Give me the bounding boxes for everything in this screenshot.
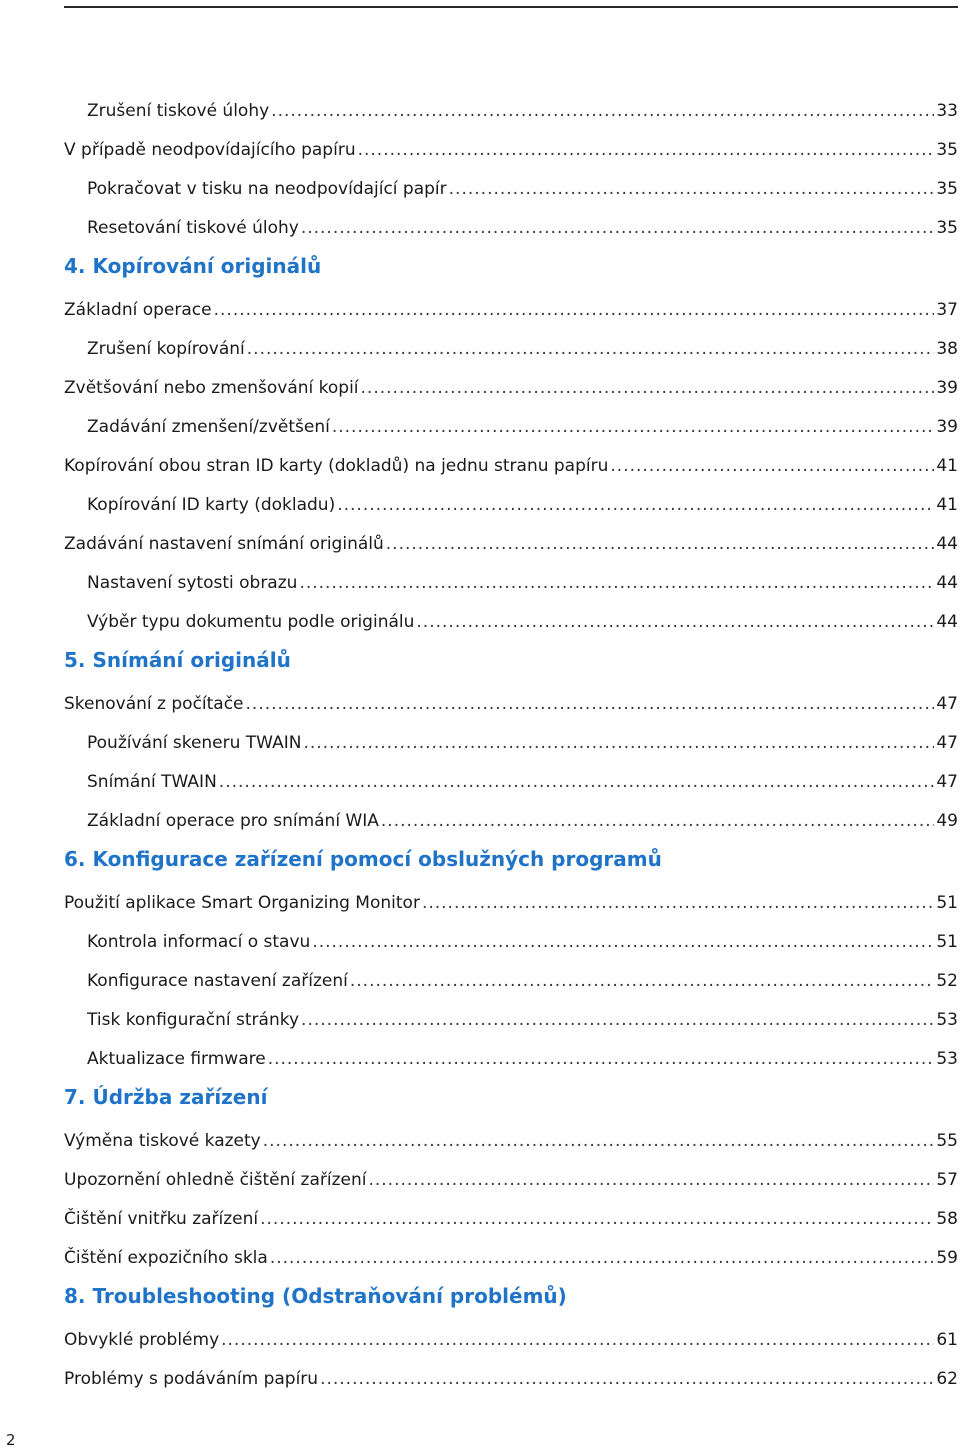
toc-entry-label: Kontrola informací o stavu [87, 932, 311, 952]
toc-entry-page: 52 [936, 971, 958, 991]
dot-leader [332, 411, 935, 443]
toc-entry-page: 55 [936, 1131, 958, 1151]
toc-entry-page: 44 [936, 573, 958, 593]
dot-leader [270, 1242, 935, 1274]
dot-leader [303, 727, 934, 759]
toc-entry[interactable] [64, 1164, 958, 1196]
toc-entry-label: Zadávání zmenšení/zvětšení [87, 417, 330, 437]
toc-entry-label: Čištění expozičního skla [64, 1248, 268, 1268]
toc-entry[interactable] [64, 134, 958, 166]
toc-entry[interactable] [87, 965, 958, 997]
toc-entry-page: 35 [936, 179, 958, 199]
toc-entry-label: Výběr typu dokumentu podle originálu [87, 612, 415, 632]
toc-entry-page: 59 [936, 1248, 958, 1268]
toc-entry-page: 58 [936, 1209, 958, 1229]
dot-leader [214, 294, 935, 326]
toc-entry-page: 62 [936, 1369, 958, 1389]
dot-leader [422, 887, 934, 919]
toc-entry[interactable] [64, 372, 958, 404]
toc-entry-label: Tisk konfigurační stránky [87, 1010, 300, 1030]
toc-entry-label: Zrušení kopírování [87, 339, 245, 359]
toc-entry[interactable] [87, 212, 958, 244]
dot-leader [337, 489, 934, 521]
toc-entry[interactable] [64, 1203, 958, 1235]
toc-entry-page: 41 [936, 495, 958, 515]
toc-entry[interactable] [87, 606, 958, 638]
toc-entry[interactable] [64, 1363, 958, 1395]
chapter-heading[interactable]: 8. Troubleshooting (Odstraňování problémů) [64, 1284, 567, 1308]
toc-entry-label: Resetování tiskové úlohy [87, 218, 299, 238]
toc-entry-page: 37 [936, 300, 958, 320]
chapter-heading[interactable]: 7. Údržba zařízení [64, 1085, 268, 1109]
dot-leader [361, 372, 935, 404]
toc-entry[interactable] [87, 95, 958, 127]
toc-entry-page: 41 [936, 456, 958, 476]
chapter-heading[interactable]: 6. Konfigurace zařízení pomocí obslužných programů [64, 847, 662, 871]
toc-entry-page: 44 [936, 612, 958, 632]
page-number: 2 [6, 1431, 16, 1449]
toc-entry-label: Kopírování ID karty (dokladu) [87, 495, 336, 515]
dot-leader [350, 965, 935, 997]
toc-entry-label: Zrušení tiskové úlohy [87, 101, 270, 121]
dot-leader [386, 528, 935, 560]
toc-entry-label: Pokračovat v tisku na neodpovídající papír [87, 179, 447, 199]
toc-entry-label: Obvyklé problémy [64, 1330, 220, 1350]
dot-leader [416, 606, 934, 638]
toc-entry[interactable] [64, 294, 958, 326]
toc-entry-page: 47 [936, 694, 958, 714]
toc-entry-page: 39 [936, 378, 958, 398]
toc-entry-page: 53 [936, 1010, 958, 1030]
toc-entry-page: 47 [936, 733, 958, 753]
dot-leader [246, 688, 935, 720]
dot-leader [260, 1203, 934, 1235]
toc-entry-page: 35 [936, 218, 958, 238]
toc-entry-page: 35 [936, 140, 958, 160]
dot-leader [381, 805, 934, 837]
dot-leader [263, 1125, 935, 1157]
toc-entry[interactable] [64, 450, 958, 482]
dot-leader [268, 1043, 935, 1075]
toc-entry-page: 57 [936, 1170, 958, 1190]
toc-entry-label: Upozornění ohledně čištění zařízení [64, 1170, 367, 1190]
toc-entry[interactable] [87, 567, 958, 599]
toc-entry[interactable] [87, 1043, 958, 1075]
toc-entry-label: Aktualizace firmware [87, 1049, 266, 1069]
toc-entry-label: Nastavení sytosti obrazu [87, 573, 298, 593]
toc-entry-page: 33 [936, 101, 958, 121]
top-rule [64, 6, 958, 8]
dot-leader [610, 450, 934, 482]
toc-entry[interactable] [87, 926, 958, 958]
toc-entry-label: Použití aplikace Smart Organizing Monitor [64, 893, 420, 913]
dot-leader [449, 173, 935, 205]
chapter-heading[interactable]: 4. Kopírování originálů [64, 254, 322, 278]
toc-entry[interactable] [64, 887, 958, 919]
dot-leader [358, 134, 935, 166]
toc-entry-label: Kopírování obou stran ID karty (dokladů) na jednu stranu papíru [64, 456, 609, 476]
toc-entry-label: Výměna tiskové kazety [64, 1131, 261, 1151]
toc-entry-label: Konfigurace nastavení zařízení [87, 971, 348, 991]
dot-leader [320, 1363, 934, 1395]
toc-entry-page: 47 [936, 772, 958, 792]
toc-entry[interactable] [87, 411, 958, 443]
toc-entry[interactable] [64, 1324, 958, 1356]
toc-entry[interactable] [87, 173, 958, 205]
toc-entry-label: Základní operace pro snímání WIA [87, 811, 379, 831]
dot-leader [301, 212, 935, 244]
toc-entry[interactable] [64, 1242, 958, 1274]
toc-entry[interactable] [87, 727, 958, 759]
toc-entry-label: Snímání TWAIN [87, 772, 217, 792]
toc-entry[interactable] [87, 766, 958, 798]
dot-leader [299, 567, 934, 599]
toc-entry[interactable] [87, 333, 958, 365]
toc-entry-page: 49 [936, 811, 958, 831]
dot-leader [219, 766, 935, 798]
dot-leader [247, 333, 935, 365]
toc-entry[interactable] [64, 1125, 958, 1157]
dot-leader [221, 1324, 934, 1356]
toc-entry[interactable] [87, 805, 958, 837]
toc-entry-label: Skenování z počítače [64, 694, 244, 714]
dot-leader [312, 926, 934, 958]
dot-leader [301, 1004, 934, 1036]
toc-entry-page: 51 [936, 932, 958, 952]
toc-entry-label: Zvětšování nebo zmenšování kopií [64, 378, 359, 398]
dot-leader [271, 95, 934, 127]
chapter-heading[interactable]: 5. Snímání originálů [64, 648, 291, 672]
toc-entry[interactable] [87, 1004, 958, 1036]
toc-entry-label: Základní operace [64, 300, 212, 320]
toc-entry[interactable] [87, 489, 958, 521]
toc-entry-page: 39 [936, 417, 958, 437]
toc-entry-label: Zadávání nastavení snímání originálů [64, 534, 384, 554]
toc-entry-label: Používání skeneru TWAIN [87, 733, 302, 753]
toc-entry-label: V případě neodpovídajícího papíru [64, 140, 356, 160]
toc-entry-label: Čištění vnitřku zařízení [64, 1209, 259, 1229]
toc-entry-page: 53 [936, 1049, 958, 1069]
dot-leader [368, 1164, 934, 1196]
toc-entry-page: 51 [936, 893, 958, 913]
toc-entry[interactable] [64, 688, 958, 720]
toc-entry-page: 38 [936, 339, 958, 359]
toc-entry-page: 44 [936, 534, 958, 554]
toc-entry[interactable] [64, 528, 958, 560]
toc-entry-label: Problémy s podáváním papíru [64, 1369, 319, 1389]
toc-entry-page: 61 [936, 1330, 958, 1350]
